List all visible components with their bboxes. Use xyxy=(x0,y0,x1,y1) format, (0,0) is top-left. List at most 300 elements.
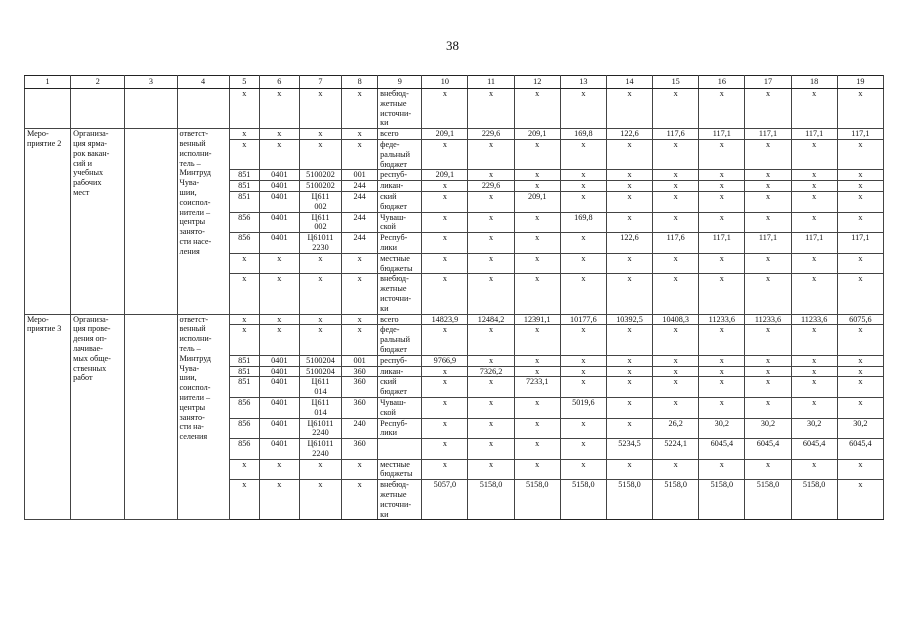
year-value: 10408,3 xyxy=(653,314,699,325)
expense-type-code: x xyxy=(342,89,378,129)
year-value: x xyxy=(560,170,606,181)
target-article-code: Ц611 002 xyxy=(299,212,341,233)
year-value: x xyxy=(606,170,652,181)
target-article-code: Ц61011 2240 xyxy=(299,439,341,460)
year-value: x xyxy=(653,459,699,480)
year-value: x xyxy=(653,355,699,366)
year-value: x xyxy=(560,459,606,480)
year-value: 5158,0 xyxy=(791,480,837,520)
year-value: x xyxy=(560,418,606,439)
year-value: x xyxy=(745,459,791,480)
year-value: x xyxy=(514,170,560,181)
year-value: x xyxy=(468,89,514,129)
grbs-code: 856 xyxy=(229,439,259,460)
section-code: 0401 xyxy=(259,212,299,233)
column-number: 2 xyxy=(71,76,125,89)
executor xyxy=(177,89,229,129)
year-value: x xyxy=(514,253,560,274)
funding-source xyxy=(378,439,422,460)
column-number: 6 xyxy=(259,76,299,89)
year-value: x xyxy=(468,233,514,254)
section-code: x xyxy=(259,129,299,140)
year-value: x xyxy=(791,170,837,181)
year-value: x xyxy=(514,139,560,169)
year-value: x xyxy=(606,377,652,398)
year-value: 209,1 xyxy=(422,129,468,140)
year-value: 209,1 xyxy=(422,170,468,181)
year-value: x xyxy=(791,89,837,129)
target-article-code: x xyxy=(299,480,341,520)
expense-type-code: x xyxy=(342,139,378,169)
year-value: 5158,0 xyxy=(653,480,699,520)
year-value: x xyxy=(837,191,883,212)
year-value: x xyxy=(514,212,560,233)
expense-type-code: x xyxy=(342,253,378,274)
target-article-code: Ц61011 2240 xyxy=(299,418,341,439)
year-value: x xyxy=(745,355,791,366)
year-value: x xyxy=(606,366,652,377)
year-value: x xyxy=(837,325,883,355)
year-value: x xyxy=(468,355,514,366)
year-value: x xyxy=(791,253,837,274)
year-value: 117,6 xyxy=(653,233,699,254)
year-value: x xyxy=(560,253,606,274)
year-value: x xyxy=(422,212,468,233)
year-value: x xyxy=(699,139,745,169)
funding-source: феде- ральный бюджет xyxy=(378,139,422,169)
year-value: x xyxy=(699,355,745,366)
grbs-code: x xyxy=(229,139,259,169)
year-value: x xyxy=(653,139,699,169)
year-value: x xyxy=(422,397,468,418)
section-code: 0401 xyxy=(259,397,299,418)
funding-source: респуб- xyxy=(378,355,422,366)
column-number: 9 xyxy=(378,76,422,89)
year-value: x xyxy=(791,355,837,366)
year-value: 9766,9 xyxy=(422,355,468,366)
measure-description: Организа- ция прове- дения оп- лачивае- мых обще- ственных работ xyxy=(71,314,125,520)
year-value: x xyxy=(468,397,514,418)
section-code: 0401 xyxy=(259,233,299,254)
year-value: x xyxy=(514,459,560,480)
year-value: x xyxy=(699,89,745,129)
year-value: x xyxy=(745,253,791,274)
year-value: x xyxy=(699,253,745,274)
column-number: 10 xyxy=(422,76,468,89)
table-row xyxy=(25,89,884,129)
year-value: 229,6 xyxy=(468,181,514,192)
year-value: 6045,4 xyxy=(745,439,791,460)
section-code: x xyxy=(259,314,299,325)
year-value: 117,6 xyxy=(653,129,699,140)
year-value: x xyxy=(745,366,791,377)
column-number: 4 xyxy=(177,76,229,89)
year-value: x xyxy=(560,181,606,192)
year-value: x xyxy=(791,191,837,212)
target-article-code: x xyxy=(299,139,341,169)
year-value: x xyxy=(422,274,468,314)
funding-source: всего xyxy=(378,314,422,325)
year-value: 14823,9 xyxy=(422,314,468,325)
expense-type-code: x xyxy=(342,480,378,520)
target-article-code: 5100204 xyxy=(299,355,341,366)
year-value: 5019,6 xyxy=(560,397,606,418)
year-value: x xyxy=(745,181,791,192)
target-article-code: x xyxy=(299,89,341,129)
year-value: x xyxy=(606,191,652,212)
year-value: x xyxy=(606,181,652,192)
year-value: x xyxy=(745,191,791,212)
year-value: x xyxy=(745,212,791,233)
grbs-code: 851 xyxy=(229,355,259,366)
year-value: x xyxy=(422,439,468,460)
target-article-code: x xyxy=(299,314,341,325)
year-value: 5158,0 xyxy=(514,480,560,520)
target-article-code: Ц611 002 xyxy=(299,191,341,212)
year-value: x xyxy=(699,170,745,181)
year-value: 117,1 xyxy=(745,129,791,140)
funding-source: внебюд- жетные источни- ки xyxy=(378,89,422,129)
year-value: x xyxy=(422,253,468,274)
year-value: 122,6 xyxy=(606,233,652,254)
empty-cell xyxy=(125,89,177,129)
year-value: x xyxy=(514,397,560,418)
year-value: x xyxy=(468,418,514,439)
year-value: 117,1 xyxy=(791,233,837,254)
year-value: x xyxy=(468,253,514,274)
column-number: 17 xyxy=(745,76,791,89)
funding-source: ликан- xyxy=(378,181,422,192)
expense-type-code: 244 xyxy=(342,233,378,254)
year-value: 11233,6 xyxy=(745,314,791,325)
year-value: x xyxy=(837,170,883,181)
year-value: x xyxy=(606,325,652,355)
year-value: x xyxy=(699,366,745,377)
year-value: x xyxy=(514,355,560,366)
year-value: x xyxy=(837,366,883,377)
year-value: 5158,0 xyxy=(745,480,791,520)
year-value: 7326,2 xyxy=(468,366,514,377)
funding-source: ский бюджет xyxy=(378,377,422,398)
section-code: x xyxy=(259,253,299,274)
year-value: x xyxy=(606,459,652,480)
expense-type-code: 240 xyxy=(342,418,378,439)
year-value: 10177,6 xyxy=(560,314,606,325)
funding-source: Чуваш- ской xyxy=(378,212,422,233)
year-value: x xyxy=(653,366,699,377)
funding-source: ликан- xyxy=(378,366,422,377)
column-number: 14 xyxy=(606,76,652,89)
year-value: x xyxy=(606,139,652,169)
target-article-code: x xyxy=(299,253,341,274)
expense-type-code: x xyxy=(342,325,378,355)
empty-cell xyxy=(125,314,177,520)
year-value: x xyxy=(745,397,791,418)
expense-type-code: x xyxy=(342,129,378,140)
year-value: x xyxy=(791,377,837,398)
section-code: x xyxy=(259,89,299,129)
year-value: x xyxy=(422,191,468,212)
funding-source: феде- ральный бюджет xyxy=(378,325,422,355)
grbs-code: 856 xyxy=(229,212,259,233)
column-number: 5 xyxy=(229,76,259,89)
grbs-code: 851 xyxy=(229,181,259,192)
year-value: x xyxy=(560,439,606,460)
empty-cell xyxy=(125,129,177,314)
year-value: x xyxy=(699,181,745,192)
expense-type-code: x xyxy=(342,274,378,314)
section-code: x xyxy=(259,480,299,520)
section-code: 0401 xyxy=(259,366,299,377)
year-value: x xyxy=(745,274,791,314)
year-value: x xyxy=(468,439,514,460)
measure-name xyxy=(25,89,71,129)
target-article-code: x xyxy=(299,325,341,355)
year-value: x xyxy=(422,459,468,480)
year-value: x xyxy=(653,325,699,355)
column-number: 7 xyxy=(299,76,341,89)
year-value: x xyxy=(837,355,883,366)
financing-table xyxy=(24,75,884,520)
target-article-code: 5100202 xyxy=(299,170,341,181)
column-number: 13 xyxy=(560,76,606,89)
year-value: x xyxy=(606,89,652,129)
year-value: 6045,4 xyxy=(837,439,883,460)
grbs-code: 856 xyxy=(229,397,259,418)
section-code: 0401 xyxy=(259,439,299,460)
funding-source: всего xyxy=(378,129,422,140)
year-value: 6045,4 xyxy=(791,439,837,460)
year-value: x xyxy=(699,459,745,480)
year-value: x xyxy=(560,139,606,169)
year-value: x xyxy=(745,325,791,355)
year-value: x xyxy=(699,377,745,398)
year-value: x xyxy=(837,139,883,169)
year-value: 5158,0 xyxy=(468,480,514,520)
year-value: x xyxy=(514,274,560,314)
year-value: x xyxy=(653,89,699,129)
year-value: x xyxy=(468,170,514,181)
year-value: x xyxy=(606,253,652,274)
grbs-code: x xyxy=(229,325,259,355)
year-value: x xyxy=(653,170,699,181)
year-value: x xyxy=(837,480,883,520)
year-value: x xyxy=(422,325,468,355)
section-code: 0401 xyxy=(259,170,299,181)
grbs-code: x xyxy=(229,459,259,480)
year-value: x xyxy=(468,325,514,355)
table-row xyxy=(25,314,884,325)
year-value: 30,2 xyxy=(745,418,791,439)
year-value: x xyxy=(699,191,745,212)
year-value: x xyxy=(514,233,560,254)
year-value: x xyxy=(560,377,606,398)
year-value: x xyxy=(468,459,514,480)
year-value: x xyxy=(422,366,468,377)
year-value: x xyxy=(514,418,560,439)
year-value: x xyxy=(837,253,883,274)
target-article-code: Ц611 014 xyxy=(299,397,341,418)
year-value: x xyxy=(606,355,652,366)
year-value: x xyxy=(560,325,606,355)
year-value: x xyxy=(653,212,699,233)
target-article-code: 5100202 xyxy=(299,181,341,192)
year-value: x xyxy=(514,181,560,192)
year-value: x xyxy=(837,89,883,129)
year-value: 117,1 xyxy=(791,129,837,140)
expense-type-code: 244 xyxy=(342,191,378,212)
target-article-code: Ц611 014 xyxy=(299,377,341,398)
grbs-code: x xyxy=(229,480,259,520)
year-value: 30,2 xyxy=(791,418,837,439)
grbs-code: x xyxy=(229,314,259,325)
funding-source: внебюд- жетные источни- ки xyxy=(378,480,422,520)
year-value: x xyxy=(791,325,837,355)
year-value: 5057,0 xyxy=(422,480,468,520)
funding-source: Респуб- лики xyxy=(378,233,422,254)
year-value: 6045,4 xyxy=(699,439,745,460)
year-value: 5158,0 xyxy=(606,480,652,520)
column-number: 16 xyxy=(699,76,745,89)
year-value: 117,1 xyxy=(745,233,791,254)
year-value: x xyxy=(422,418,468,439)
column-number: 12 xyxy=(514,76,560,89)
year-value: 26,2 xyxy=(653,418,699,439)
measure-name: Меро- приятие 3 xyxy=(25,314,71,520)
column-number: 8 xyxy=(342,76,378,89)
year-value: x xyxy=(560,355,606,366)
year-value: x xyxy=(791,274,837,314)
year-value: 5234,5 xyxy=(606,439,652,460)
grbs-code: 856 xyxy=(229,418,259,439)
grbs-code: x xyxy=(229,274,259,314)
year-value: x xyxy=(745,139,791,169)
section-code: 0401 xyxy=(259,181,299,192)
funding-source: Чуваш- ской xyxy=(378,397,422,418)
year-value: x xyxy=(653,253,699,274)
year-value: x xyxy=(837,212,883,233)
year-value: 6075,6 xyxy=(837,314,883,325)
column-number: 3 xyxy=(125,76,177,89)
year-value: 117,1 xyxy=(699,129,745,140)
year-value: x xyxy=(699,397,745,418)
section-code: x xyxy=(259,325,299,355)
year-value: x xyxy=(699,212,745,233)
target-article-code: 5100204 xyxy=(299,366,341,377)
year-value: x xyxy=(745,89,791,129)
column-number-row xyxy=(25,76,884,89)
column-number: 11 xyxy=(468,76,514,89)
year-value: x xyxy=(791,212,837,233)
expense-type-code: x xyxy=(342,314,378,325)
year-value: x xyxy=(606,418,652,439)
year-value: x xyxy=(606,274,652,314)
expense-type-code: 001 xyxy=(342,355,378,366)
expense-type-code: x xyxy=(342,459,378,480)
year-value: x xyxy=(699,274,745,314)
expense-type-code: 244 xyxy=(342,212,378,233)
year-value: x xyxy=(653,377,699,398)
year-value: x xyxy=(837,274,883,314)
grbs-code: 851 xyxy=(229,377,259,398)
year-value: 12484,2 xyxy=(468,314,514,325)
year-value: 5224,1 xyxy=(653,439,699,460)
column-number: 19 xyxy=(837,76,883,89)
year-value: x xyxy=(745,377,791,398)
year-value: x xyxy=(422,233,468,254)
year-value: x xyxy=(791,139,837,169)
year-value: x xyxy=(837,181,883,192)
grbs-code: x xyxy=(229,129,259,140)
section-code: 0401 xyxy=(259,355,299,366)
year-value: 5158,0 xyxy=(699,480,745,520)
grbs-code: 856 xyxy=(229,233,259,254)
section-code: 0401 xyxy=(259,377,299,398)
year-value: x xyxy=(653,191,699,212)
year-value: x xyxy=(745,170,791,181)
column-number: 15 xyxy=(653,76,699,89)
target-article-code: Ц61011 2230 xyxy=(299,233,341,254)
funding-source: местные бюджеты xyxy=(378,459,422,480)
year-value: 30,2 xyxy=(699,418,745,439)
grbs-code: x xyxy=(229,89,259,129)
year-value: x xyxy=(422,181,468,192)
year-value: 169,8 xyxy=(560,129,606,140)
year-value: 117,1 xyxy=(837,233,883,254)
table-row xyxy=(25,129,884,140)
executor: ответст- венный исполни- тель – Минтруд Чува- шии, соиспол- нители – центры занято- сти на- селения xyxy=(177,314,229,520)
expense-type-code: 360 xyxy=(342,397,378,418)
expense-type-code: 360 xyxy=(342,366,378,377)
year-value: 10392,5 xyxy=(606,314,652,325)
executor: ответст- венный исполни- тель – Минтруд Чува- шии, соиспол- нители – центры занято- сти насе- ления xyxy=(177,129,229,314)
year-value: 117,1 xyxy=(699,233,745,254)
grbs-code: x xyxy=(229,253,259,274)
year-value: x xyxy=(560,89,606,129)
year-value: x xyxy=(653,181,699,192)
year-value: x xyxy=(606,212,652,233)
year-value: x xyxy=(422,139,468,169)
year-value: x xyxy=(514,89,560,129)
year-value: x xyxy=(422,89,468,129)
year-value: 117,1 xyxy=(837,129,883,140)
section-code: 0401 xyxy=(259,418,299,439)
year-value: x xyxy=(560,233,606,254)
year-value: 209,1 xyxy=(514,191,560,212)
year-value: 169,8 xyxy=(560,212,606,233)
column-number: 18 xyxy=(791,76,837,89)
target-article-code: x xyxy=(299,459,341,480)
expense-type-code: 360 xyxy=(342,377,378,398)
year-value: 229,6 xyxy=(468,129,514,140)
year-value: x xyxy=(837,459,883,480)
year-value: x xyxy=(837,377,883,398)
year-value: 30,2 xyxy=(837,418,883,439)
measure-description: Организа- ция ярма- рок вакан- сий и учебных рабочих мест xyxy=(71,129,125,314)
year-value: x xyxy=(606,397,652,418)
column-number: 1 xyxy=(25,76,71,89)
year-value: 11233,6 xyxy=(699,314,745,325)
year-value: x xyxy=(560,191,606,212)
grbs-code: 851 xyxy=(229,366,259,377)
expense-type-code: 244 xyxy=(342,181,378,192)
year-value: x xyxy=(468,274,514,314)
year-value: x xyxy=(791,181,837,192)
year-value: x xyxy=(653,397,699,418)
measure-description xyxy=(71,89,125,129)
year-value: x xyxy=(837,397,883,418)
section-code: x xyxy=(259,274,299,314)
